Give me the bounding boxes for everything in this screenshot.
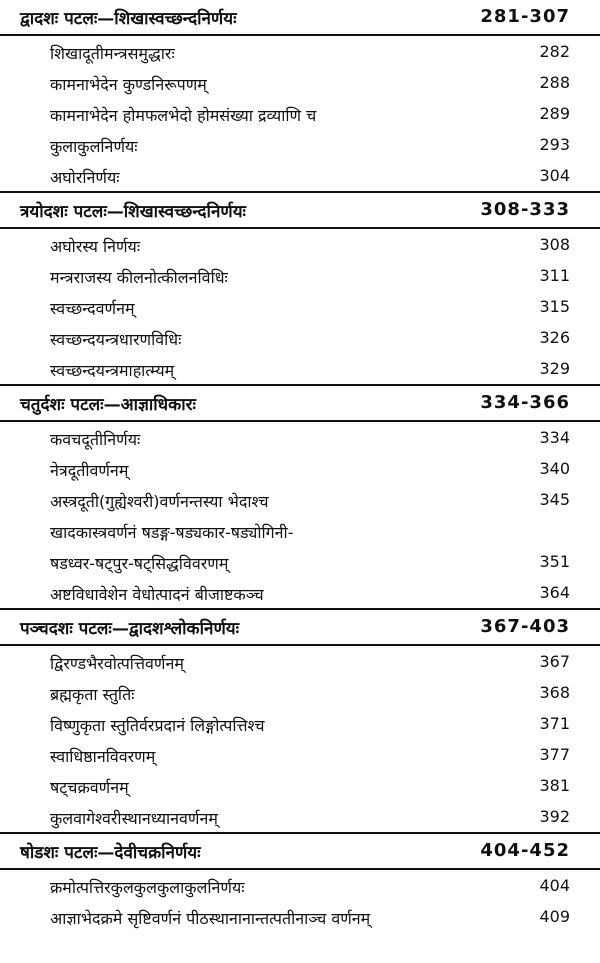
chapter-title: पञ्चदशः पटलः—द्वादशश्लोकनिर्णयः	[20, 619, 240, 639]
toc-entry	[0, 291, 600, 322]
entry-page-number: 315	[539, 297, 570, 316]
toc-entry	[0, 322, 600, 353]
entry-title: कुलाकुलनिर्णयः	[50, 137, 138, 156]
entry-page-number: 371	[539, 714, 570, 733]
entry-title: अघोरनिर्णयः	[50, 168, 120, 187]
entry-page-number: 326	[539, 328, 570, 347]
toc-entry	[0, 870, 600, 901]
toc-entry	[0, 646, 600, 677]
chapter-heading	[0, 193, 600, 229]
toc-entry	[0, 260, 600, 291]
entry-title: शिखादूतीमन्त्रसमुद्धारः	[50, 44, 175, 63]
entry-title: कामनाभेदेन होमफलभेदो होमसंख्या द्रव्याणि च	[50, 106, 317, 125]
chapter-page-range: 404-452	[480, 840, 570, 861]
entry-title: अघोरस्य निर्णयः	[50, 237, 141, 256]
entry-title: कुलवागेश्वरीस्थानध्यानवर्णनम्	[50, 809, 218, 828]
entry-page-number: 367	[539, 652, 570, 671]
entry-page-number: 404	[539, 876, 570, 895]
toc-entry	[0, 577, 600, 608]
toc-entry	[0, 67, 600, 98]
chapter-section	[0, 832, 600, 932]
chapter-heading	[0, 610, 600, 646]
entry-page-number: 308	[539, 235, 570, 254]
entry-title: अस्त्रदूती(गुह्येश्वरी)वर्णनन्तस्या भेदाश्च	[50, 492, 269, 511]
chapter-section	[0, 191, 600, 384]
chapter-page-range: 281-307	[480, 6, 570, 27]
entry-title: आज्ञाभेदक्रमे सृष्टिवर्णनं पीठस्थानानान्तत्पतीनाञ्च वर्णनम्	[50, 909, 371, 928]
toc-entry	[0, 708, 600, 739]
entry-title: ब्रह्मकृता स्तुतिः	[50, 685, 135, 704]
entry-page-number: 351	[539, 552, 570, 571]
entry-page-number: 392	[539, 807, 570, 826]
toc-entry	[0, 901, 600, 932]
toc-entry	[0, 546, 600, 577]
chapter-title: द्वादशः पटलः—शिखास्वच्छन्दनिर्णयः	[20, 9, 237, 29]
entry-title: स्वाधिष्ठानविवरणम्	[50, 747, 156, 766]
toc-entry	[0, 98, 600, 129]
toc-entry	[0, 353, 600, 384]
entry-page-number: 364	[539, 583, 570, 602]
entry-title: विष्णुकृता स्तुतिर्वरप्रदानं लिङ्गोत्पत्तिश्च	[50, 716, 265, 735]
entry-page-number: 334	[539, 428, 570, 447]
entry-title: कवचदूतीनिर्णयः	[50, 430, 141, 449]
entry-page-number: 282	[539, 42, 570, 61]
entry-page-number: 409	[539, 907, 570, 926]
chapter-heading	[0, 834, 600, 870]
entry-page-number: 381	[539, 776, 570, 795]
entry-title: षडध्वर-षट्पुर-षट्सिद्धविवरणम्	[50, 554, 229, 573]
toc-entry	[0, 229, 600, 260]
chapter-page-range: 308-333	[480, 199, 570, 220]
entry-page-number: 288	[539, 73, 570, 92]
toc-entry	[0, 160, 600, 191]
entry-page-number: 304	[539, 166, 570, 185]
chapter-title: षोडशः पटलः—देवीचक्रनिर्णयः	[20, 843, 201, 863]
toc-entry	[0, 422, 600, 453]
toc-entry	[0, 36, 600, 67]
chapter-title: त्रयोदशः पटलः—शिखास्वच्छन्दनिर्णयः	[20, 202, 246, 222]
chapter-section	[0, 384, 600, 608]
entry-title: द्विरण्डभैरवोत्पत्तिवर्णनम्	[50, 654, 184, 673]
chapter-heading	[0, 0, 600, 36]
entry-title: स्वच्छन्दयन्त्रधारणविधिः	[50, 330, 182, 349]
entry-page-number: 340	[539, 459, 570, 478]
toc-entry	[0, 739, 600, 770]
chapter-page-range: 334-366	[480, 392, 570, 413]
entry-page-number: 293	[539, 135, 570, 154]
entry-title: मन्त्रराजस्य कीलनोत्कीलनविधिः	[50, 268, 228, 287]
toc-entry	[0, 677, 600, 708]
toc-entry	[0, 484, 600, 515]
chapter-page-range: 367-403	[480, 616, 570, 637]
entry-title: स्वच्छन्दयन्त्रमाहात्म्यम्	[50, 361, 175, 380]
chapter-section	[0, 0, 600, 191]
entry-title: स्वच्छन्दवर्णनम्	[50, 299, 135, 318]
entry-title: षट्चक्रवर्णनम्	[50, 778, 129, 797]
entry-page-number: 377	[539, 745, 570, 764]
toc-entry	[0, 515, 600, 546]
toc-entry	[0, 453, 600, 484]
entry-page-number: 345	[539, 490, 570, 509]
chapter-heading	[0, 386, 600, 422]
entry-page-number: 311	[539, 266, 570, 285]
chapter-section	[0, 608, 600, 832]
toc-entry	[0, 770, 600, 801]
chapter-title: चतुर्दशः पटलः—आज्ञाधिकारः	[20, 395, 196, 415]
entry-title: अष्टविधावेशेन वेधोत्पादनं बीजाष्टकञ्च	[50, 585, 264, 604]
entry-page-number: 368	[539, 683, 570, 702]
entry-title: नेत्रदूतीवर्णनम्	[50, 461, 129, 480]
toc-entry	[0, 801, 600, 832]
entry-title: खादकास्त्रवर्णनं षडङ्ग-षड्यकार-षड्योगिनी-	[50, 523, 294, 542]
toc-entry	[0, 129, 600, 160]
entry-page-number: 329	[539, 359, 570, 378]
entry-title: कामनाभेदेन कुण्डनिरूपणम्	[50, 75, 207, 94]
entry-title: क्रमोत्पत्तिरकुलकुलकुलाकुलनिर्णयः	[50, 878, 245, 897]
entry-page-number: 289	[539, 104, 570, 123]
